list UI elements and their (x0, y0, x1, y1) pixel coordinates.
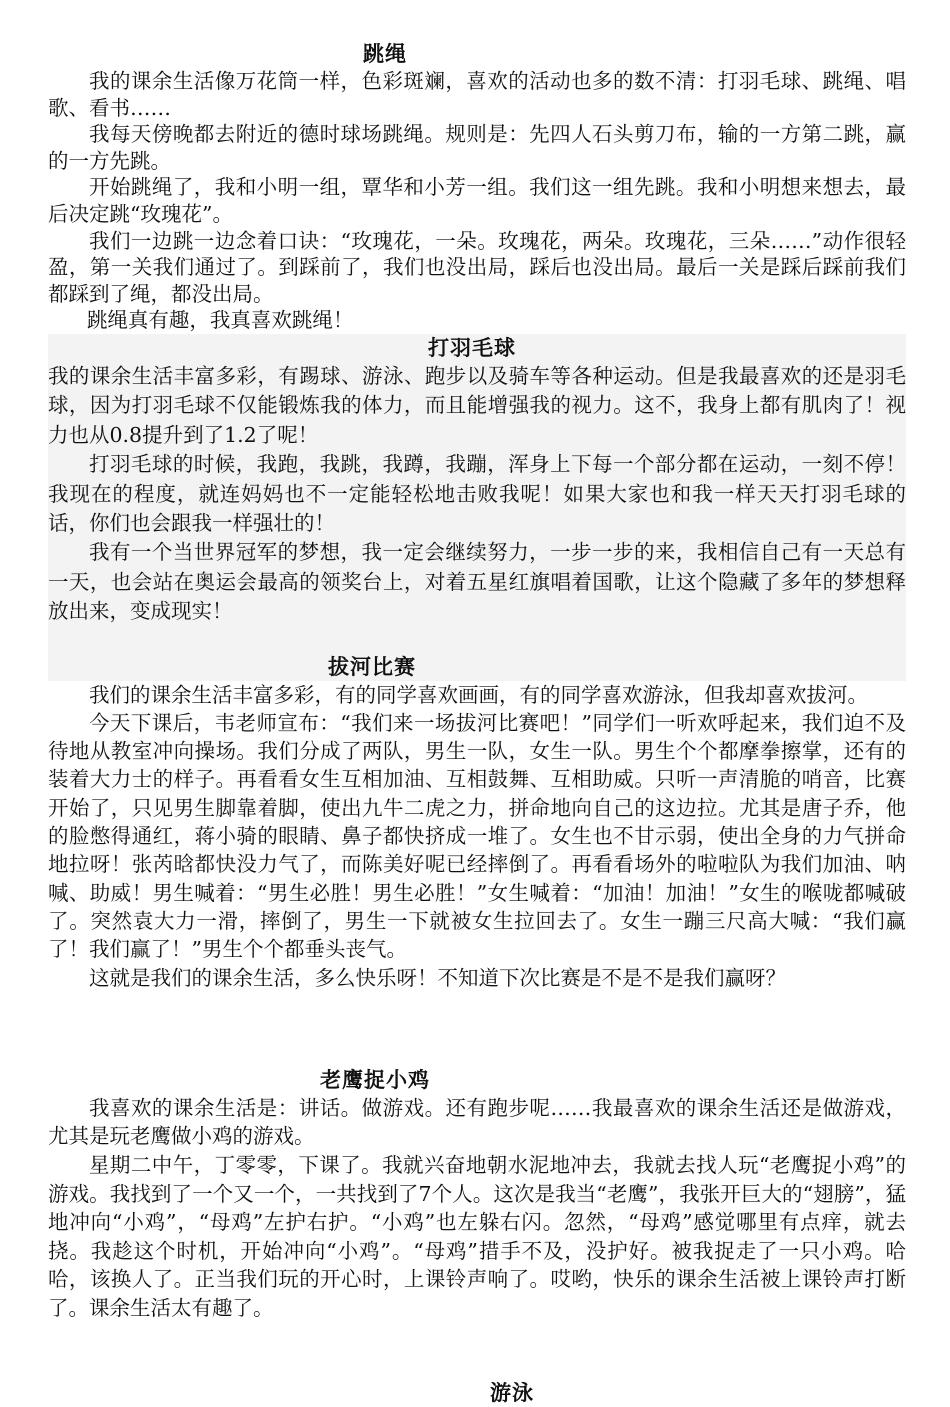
essay-paragraph: 我每天傍晚都去附近的德时球场跳绳。规则是：先四人石头剪刀布，输的一方第二跳，赢的一方先跳。 (48, 122, 906, 173)
essay-eagle-catches-chicks (48, 992, 906, 1323)
essay-paragraph: 我的课余生活像万花筒一样，色彩斑斓，喜欢的活动也多的数不清：打羽毛球、跳绳、唱歌、看书…… (48, 69, 906, 120)
essay-paragraph: 打羽毛球的时候，我跑，我跳，我蹲，我蹦，浑身上下每一个部分都在运动，一刻不停！我现在的程度，就连妈妈也不一定能轻松地击败我呢！如果大家也和我一样天天打羽毛球的话，你们也会跟我一样强壮的！ (48, 452, 906, 535)
essay-paragraph: 我喜欢的课余生活是：讲话。做游戏。还有跑步呢……我最喜欢的课余生活还是做游戏，尤其是玩老鹰做小鸡的游戏。 (48, 1095, 906, 1149)
essay-paragraph: 我的课余生活丰富多彩，有踢球、游泳、跑步以及骑车等各种运动。但是我最喜欢的还是羽毛球，因为打羽毛球不仅能锻炼我的体力，而且能增强我的视力。这不，我身上都有肌肉了！视力也从0.8提升到了1.2了呢！ (48, 363, 906, 447)
essay-paragraph: 星期二中午，丁零零，下课了。我就兴奋地朝水泥地冲去，我就去找人玩“老鹰捉小鸡”的游戏。我找到了一个又一个，一共找到了7个人。这次是我当“老鹰”，我张开巨大的“翅膀”，猛地冲向“小鸡”，“母鸡”左护右护。“小鸡”也左躲右闪。忽然，“母鸡”感觉哪里有点痒，就去挠。我趁这个时机，开始冲向“小鸡”。“母鸡”措手不及，没护好。被我捉走了一只小鸡。哈哈，该换人了。正当我们玩的开心时，上课铃声响了。哎哟，快乐的课余生活被上课铃声打断了。课余生活太有趣了。 (48, 1153, 906, 1321)
essay-paragraph: 开始跳绳了，我和小明一组，覃华和小芳一组。我们这一组先跳。我和小明想来想去，最后决定跳“玫瑰花”。 (48, 175, 906, 226)
essay-paragraph: 这就是我们的课余生活，多么快乐呀！不知道下次比赛是不是不是我们赢呀？ (89, 965, 786, 990)
essay-title: 跳绳 (363, 41, 407, 66)
essay-badminton (48, 334, 906, 681)
spacer (48, 627, 906, 653)
essay-title: 老鹰捉小鸡 (320, 1066, 430, 1092)
essay-title: 游泳 (490, 1379, 534, 1405)
spacer (48, 1323, 906, 1379)
essay-paragraph: 今天下课后，韦老师宣布：“我们来一场拔河比赛吧！”同学们一听欢呼起来，我们迫不及待地从教室冲向操场。我们分成了两队，男生一队，女生一队。男生个个都摩拳擦掌，还有的装着大力士的样子。再看看女生互相加油、互相鼓舞、互相助威。只听一声清脆的哨音，比赛开始了，只见男生脚靠着脚，使出九牛二虎之力，拼命地向自己的这边拉。尤其是唐子乔，他的脸憋得通红，蒋小骑的眼睛、鼻子都快挤成一堆了。女生也不甘示弱，使出全身的力气拼命地拉呀！张芮晗都快没力气了，而陈美好呢已经摔倒了。再看看场外的啦啦队为我们加油、呐喊、助威！男生喊着：“男生必胜！男生必胜！”女生喊着：“加油！加油！”女生的喉咙都喊破了。突然袁大力一滑，摔倒了，男生一下就被女生拉回去了。女生一蹦三尺高大喊：“我们赢了！我们赢了！”男生个个都垂头丧气。 (48, 710, 906, 962)
document-page (48, 40, 906, 1407)
essay-jump-rope (48, 40, 906, 334)
essay-paragraph: 跳绳真有趣，我真喜欢跳绳！ (86, 308, 354, 333)
essay-swimming (48, 1323, 906, 1407)
spacer (48, 992, 906, 1066)
essay-paragraph: 我们一边跳一边念着口诀：“玫瑰花，一朵。玫瑰花，两朵。玫瑰花，三朵……”动作很轻盈，第一关我们通过了。到踩前了，我们也没出局，踩后也没出局。最后一关是踩后踩前我们都踩到了绳，都没出局。 (48, 228, 906, 306)
essay-title: 拔河比赛 (328, 653, 416, 679)
essay-paragraph: 我有一个当世界冠军的梦想，我一定会继续努力，一步一步的来，我相信自己有一天总有一天，也会站在奥运会最高的领奖台上，对着五星红旗唱着国歌，让这个隐藏了多年的梦想释放出来，变成现实！ (48, 540, 906, 624)
essay-title: 打羽毛球 (428, 334, 516, 360)
essay-paragraph: 我们的课余生活丰富多彩，有的同学喜欢画画，有的同学喜欢游泳，但我却喜欢拔河。 (89, 682, 868, 707)
essay-tug-of-war (48, 681, 906, 992)
